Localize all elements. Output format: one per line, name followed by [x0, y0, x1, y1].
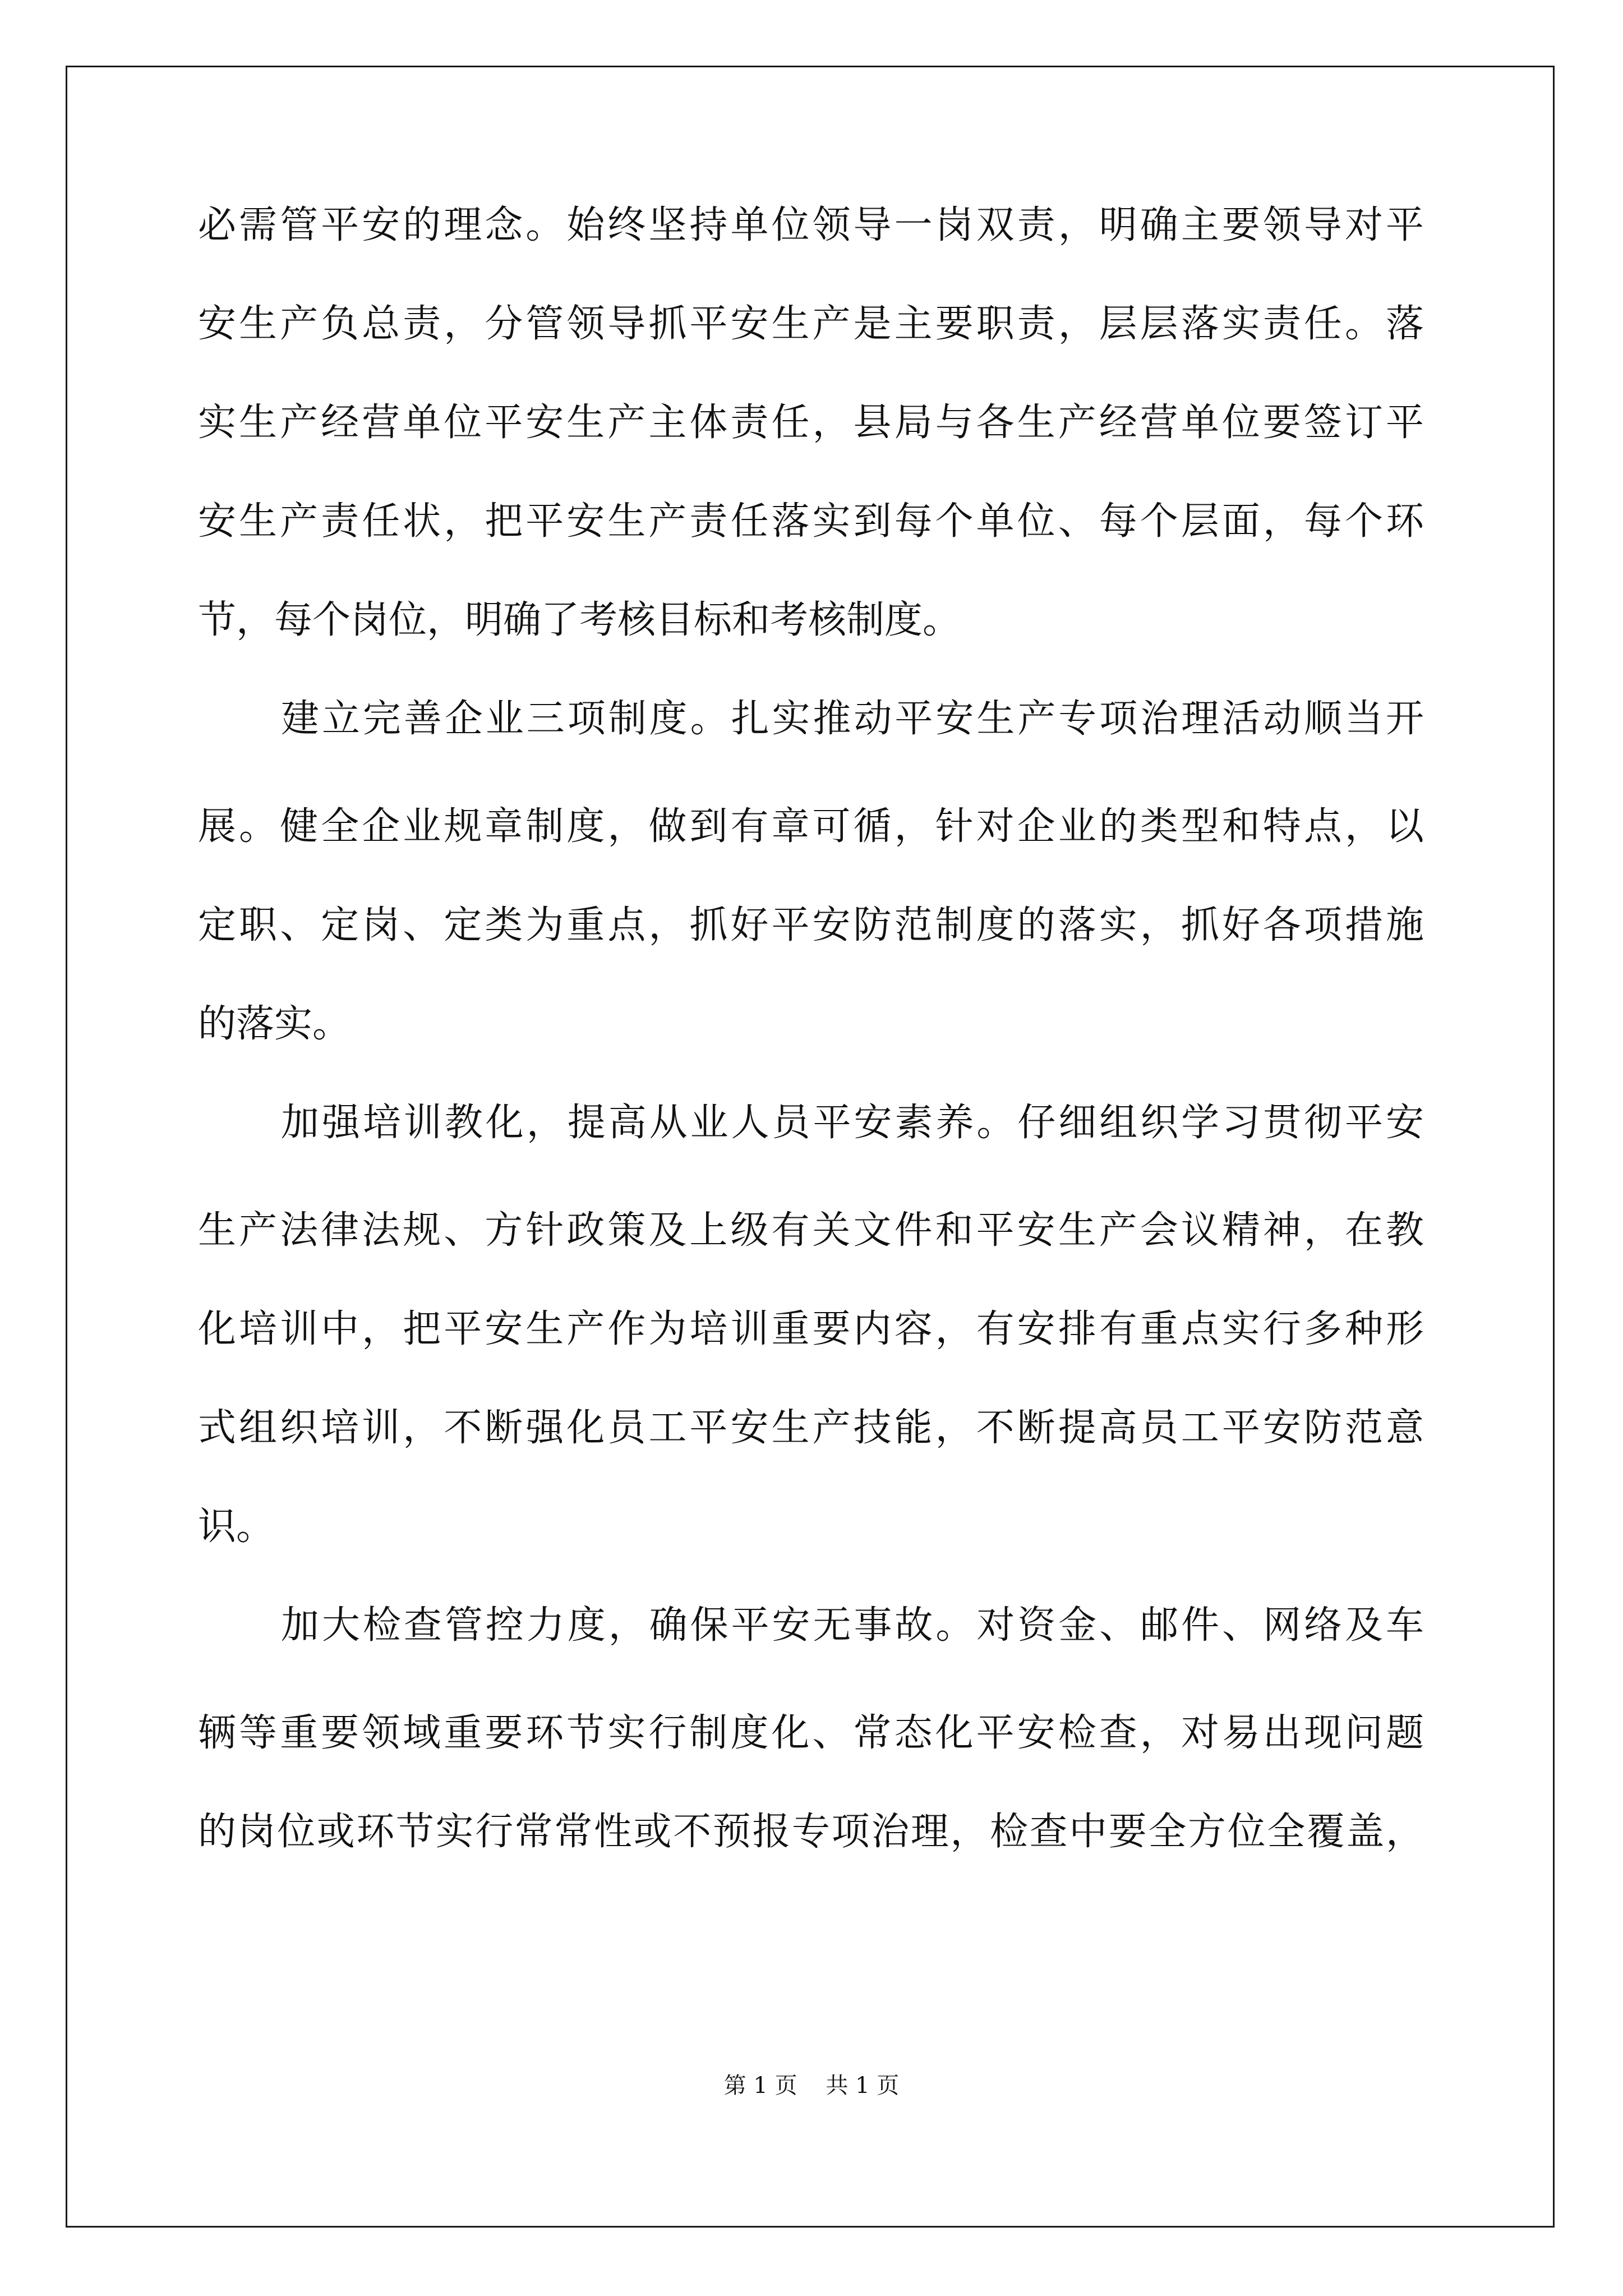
text-line: 必需管平安的理念。始终坚持单位领导一岗双责，明确主要领导对平 [198, 203, 1424, 247]
paragraph-first-line: 加强培训教化，提高从业人员平安素养。仔细组织学习贯彻平安 [281, 1101, 1424, 1145]
text-line: 生产法律法规、方针政策及上级有关文件和平安生产会议精神，在教 [198, 1208, 1424, 1253]
text-line: 识。 [198, 1504, 275, 1549]
text-line: 辆等重要领域重要环节实行制度化、常态化平安检查，对易出现问题 [198, 1711, 1424, 1755]
text-line: 化培训中，把平安生产作为培训重要内容，有安排有重点实行多种形 [198, 1307, 1424, 1351]
text-line: 定职、定岗、定类为重点，抓好平安防范制度的落实，抓好各项措施 [198, 903, 1424, 947]
text-line: 的落实。 [198, 1002, 351, 1046]
page-border [66, 66, 1555, 2228]
text-line: 安生产负总责，分管领导抓平安生产是主要职责，层层落实责任。落 [198, 302, 1424, 346]
page-footer: 第 1 页 共 1 页 [723, 2073, 900, 2099]
paragraph-first-line: 建立完善企业三项制度。扎实推动平安生产专项治理活动顺当开 [281, 697, 1424, 741]
text-line: 的岗位或环节实行常常性或不预报专项治理，检查中要全方位全覆盖， [198, 1810, 1424, 1854]
text-line: 式组织培训，不断强化员工平安生产技能，不断提高员工平安防范意 [198, 1406, 1424, 1450]
text-line: 安生产责任状，把平安生产责任落实到每个单位、每个层面，每个环 [198, 499, 1424, 544]
text-line: 实生产经营单位平安生产主体责任，县局与各生产经营单位要签订平 [198, 401, 1424, 445]
paragraph-first-line: 加大检查管控力度，确保平安无事故。对资金、邮件、网络及车 [281, 1603, 1424, 1648]
text-line: 展。健全企业规章制度，做到有章可循，针对企业的类型和特点，以 [198, 804, 1424, 849]
text-line: 节，每个岗位，明确了考核目标和考核制度。 [198, 598, 961, 642]
